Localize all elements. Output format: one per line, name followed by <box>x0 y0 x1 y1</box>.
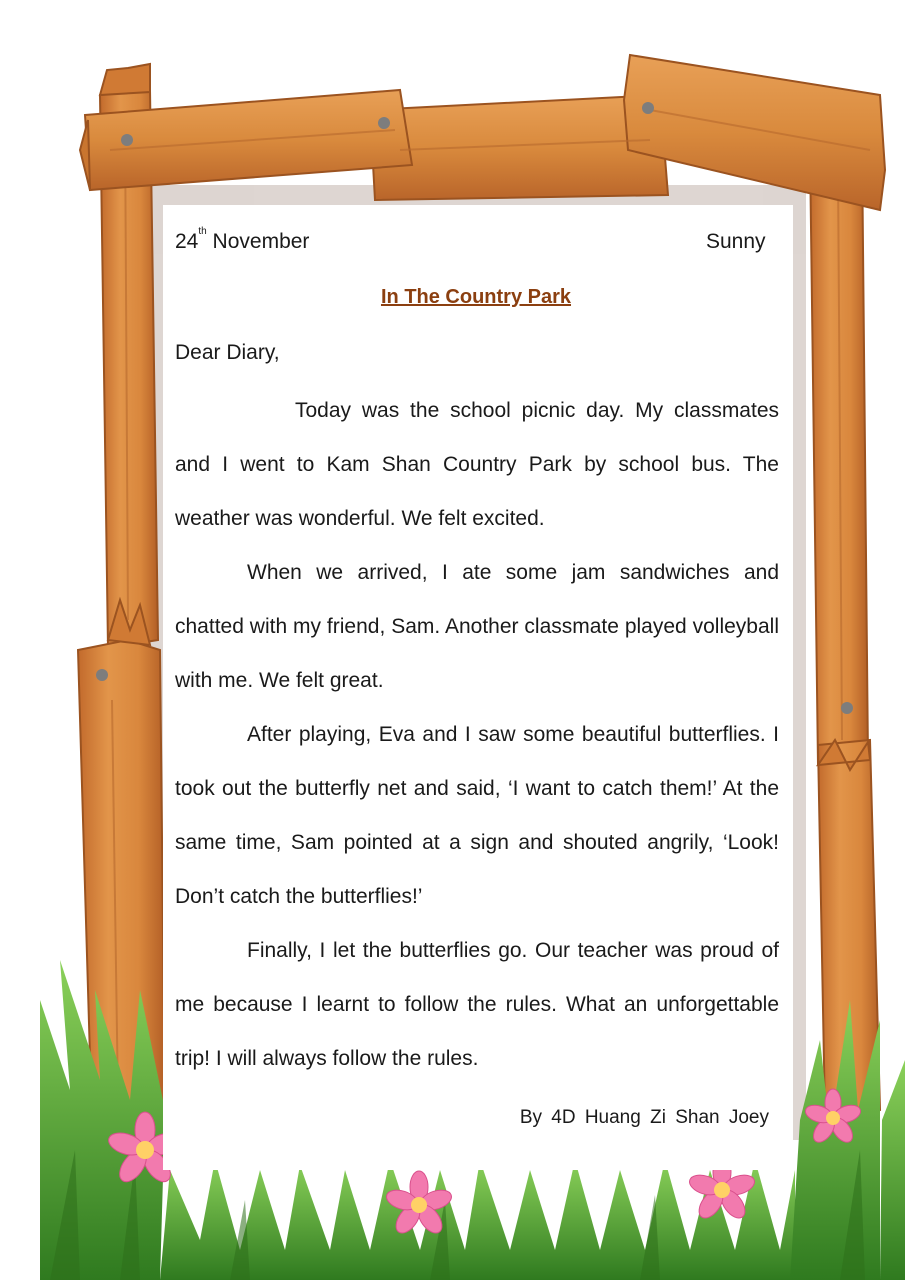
right-post <box>810 145 880 1115</box>
left-post <box>78 64 165 1125</box>
diary-paragraph: After playing, Eva and I saw some beautiful butterflies. I took out the butterfly net and said, ‘I want to catch them!’ At the same time, Sam pointed at a sign and shouted angrily, ‘Look! Don’t catch the butterflies!’ <box>175 723 779 908</box>
diary-date: 24th November <box>175 226 310 253</box>
diary-paragraph: When we arrived, I ate some jam sandwiches and chatted with my friend, Sam. Another classmate played volleyball with me. We felt great. <box>175 561 779 692</box>
diary-weather: Sunny <box>706 230 766 253</box>
date-suffix: th <box>198 226 207 237</box>
diary-paragraph: Finally, I let the butterflies go. Our teacher was proud of me because I learnt to follow the rules. What an unforgettable trip! I will always follow the rules. <box>175 939 779 1070</box>
diary-greeting: Dear Diary, <box>175 341 280 364</box>
diary-body <box>175 384 779 1086</box>
diary-paragraph: Today was the school picnic day. My classmates and I went to Kam Shan Country Park by school bus. The weather was wonderful. We felt excited. <box>175 399 779 530</box>
diary-signature: By 4D Huang Zi Shan Joey <box>519 1107 769 1128</box>
diary-title: In The Country Park <box>380 286 572 308</box>
